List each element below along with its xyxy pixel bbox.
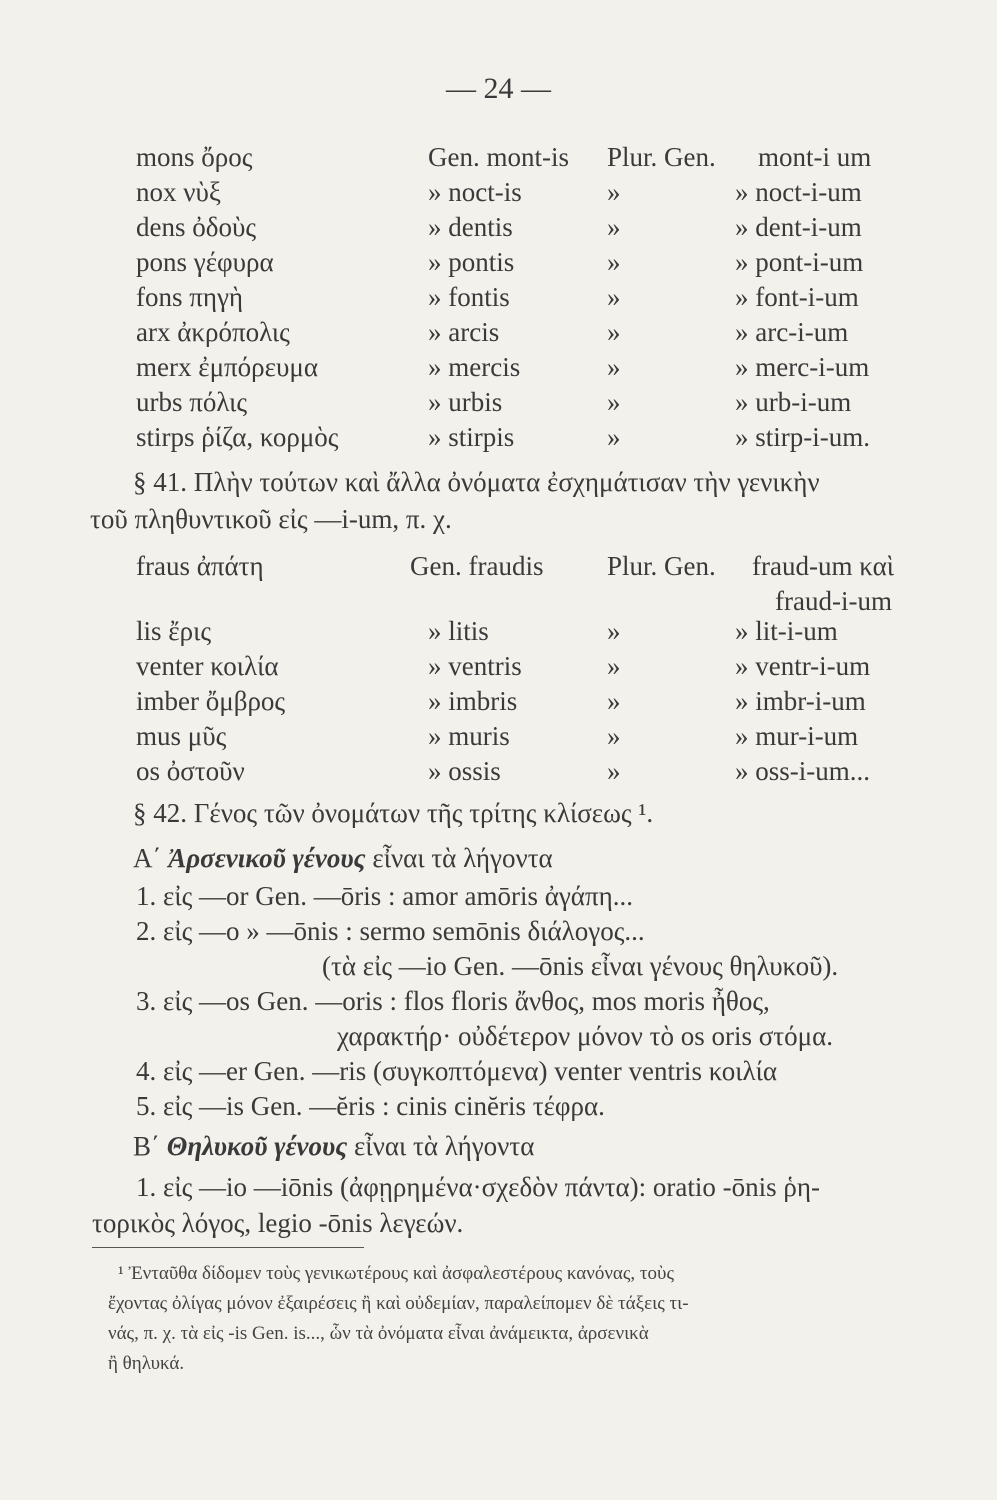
genitive-plural: fraud-um καὶ: [752, 551, 894, 581]
plural-label: »: [607, 422, 621, 452]
genitive-singular: » litis: [428, 616, 489, 646]
masculine-prefix: Α΄: [133, 843, 162, 873]
genitive-singular: » imbris: [428, 686, 518, 716]
rule-note: (τὰ εἰς —io Gen. —ōnis εἶναι γένους θηλυκοῦ).: [322, 951, 839, 981]
genitive-plural: » arc-i-um: [735, 317, 849, 347]
genitive-plural: » noct-i-um: [735, 177, 862, 207]
nominative-word: venter κοιλία: [136, 651, 279, 681]
footnote-line: ¹ Ἐνταῦθα δίδομεν τοὺς γενικωτέρους καὶ ἀσφαλεστέρους κανόνας, τοὺς: [118, 1263, 674, 1284]
plural-label: »: [607, 651, 621, 681]
plural-label: Plur. Gen.: [607, 551, 716, 581]
genitive-singular: » ventris: [428, 651, 522, 681]
genitive-singular: » arcis: [428, 317, 500, 347]
genitive-plural: » stirp-i-um.: [735, 422, 870, 452]
rule-continuation: χαρακτήρ· οὐδέτερον μόνον τὸ os oris στόμα.: [337, 1021, 834, 1051]
rule-item: 4. εἰς —er Gen. —ris (συγκοπτόμενα) venter ventris κοιλία: [136, 1056, 777, 1086]
masculine-heading: [133, 843, 553, 874]
rule-continuation: τορικὸς λόγος, legio -ōnis λεγεών.: [92, 1208, 464, 1238]
genitive-plural: » lit-i-um: [735, 616, 838, 646]
rule-item: 1. εἰς —io —iōnis (ἀφῃρημένα·σχεδὸν πάντα): oratio -ōnis ῥη-: [136, 1172, 820, 1202]
nominative-word: stirps ῥίζα, κορμὸς: [136, 422, 339, 452]
genitive-singular: » muris: [428, 721, 510, 751]
genitive-singular: » urbis: [428, 387, 503, 417]
nominative-word: arx ἀκρόπολις: [136, 317, 290, 347]
section-41-heading: § 41. Πλὴν τούτων καὶ ἄλλα ὀνόματα ἐσχημάτισαν τὴν γενικὴν: [133, 467, 820, 497]
page-number: — 24 —: [446, 72, 551, 105]
nominative-word: lis ἔρις: [136, 616, 212, 646]
nominative-word: urbs πόλις: [136, 387, 248, 417]
plural-label: »: [607, 686, 621, 716]
genitive-singular: » pontis: [428, 247, 515, 277]
genitive-plural: » imbr-i-um: [735, 686, 866, 716]
nominative-word: imber ὄμβρος: [136, 686, 286, 716]
genitive-singular: » dentis: [428, 212, 513, 242]
genitive-singular: » stirpis: [428, 422, 515, 452]
plural-label: Plur. Gen.: [607, 142, 716, 172]
genitive-singular: Gen. mont-is: [428, 142, 569, 172]
genitive-plural: » oss-i-um...: [735, 756, 870, 786]
feminine-heading: [133, 1131, 534, 1162]
section-42-heading: § 42. Γένος τῶν ὀνομάτων τῆς τρίτης κλίσεως ¹.: [133, 798, 654, 828]
plural-label: »: [607, 721, 621, 751]
genitive-plural-alt: fraud-i-um: [775, 586, 892, 616]
genitive-singular: » ossis: [428, 756, 501, 786]
genitive-singular: » noct-is: [428, 177, 522, 207]
nominative-word: mus μῦς: [136, 721, 227, 751]
genitive-plural: » font-i-um: [735, 282, 859, 312]
plural-label: »: [607, 352, 621, 382]
nominative-word: os ὀστοῦν: [136, 756, 245, 786]
nominative-word: pons γέφυρα: [136, 247, 274, 277]
plural-label: »: [607, 756, 621, 786]
rule-item: 2. εἰς —o » —ōnis : sermo semōnis διάλογος...: [136, 916, 645, 946]
nominative-word: fraus ἀπάτη: [136, 551, 264, 581]
rule-item: 5. εἰς —is Gen. —ĕris : cinis cinĕris τέφρα.: [136, 1091, 605, 1121]
nominative-word: fons πηγὴ: [136, 282, 244, 312]
genitive-plural: » ventr-i-um: [735, 651, 871, 681]
nominative-word: mons ὄρος: [136, 142, 253, 172]
masculine-rest: εἶναι τὰ λήγοντα: [372, 843, 553, 873]
nominative-word: dens ὀδοὺς: [136, 212, 257, 242]
genitive-singular: Gen. fraudis: [410, 551, 544, 581]
genitive-singular: » mercis: [428, 352, 521, 382]
footnote-divider: [92, 1247, 364, 1248]
genitive-plural: » mur-i-um: [735, 721, 859, 751]
footnote-line: ἢ θηλυκά.: [108, 1353, 185, 1374]
plural-label: »: [607, 212, 621, 242]
footnote-line: ἔχοντας ὀλίγας μόνον ἐξαιρέσεις ἢ καὶ οὐδεμίαν, παραλείπομεν δὲ τάξεις τι-: [108, 1293, 689, 1314]
plural-label: »: [607, 177, 621, 207]
genitive-plural: mont-i um: [758, 142, 872, 172]
footnote-line: νάς, π. χ. τὰ εἰς -is Gen. is..., ὧν τὰ ὀνόματα εἶναι ἀνάμεικτα, ἀρσενικὰ: [108, 1323, 649, 1344]
rule-item: 1. εἰς —or Gen. —ōris : amor amōris ἀγάπη...: [136, 881, 633, 911]
nominative-word: nox νὺξ: [136, 177, 221, 207]
feminine-prefix: Β΄: [133, 1131, 160, 1161]
section-41-continuation: τοῦ πληθυντικοῦ εἰς —i-um, π. χ.: [90, 504, 452, 534]
feminine-label: Θηλυκοῦ γένους: [166, 1131, 348, 1161]
plural-label: »: [607, 387, 621, 417]
plural-label: »: [607, 616, 621, 646]
genitive-plural: » pont-i-um: [735, 247, 864, 277]
rule-item: 3. εἰς —os Gen. —oris : flos floris ἄνθος, mos moris ἦθος,: [136, 986, 770, 1016]
genitive-plural: » urb-i-um: [735, 387, 852, 417]
plural-label: »: [607, 317, 621, 347]
masculine-label: Ἀρσενικοῦ γένους: [168, 843, 366, 873]
feminine-rest: εἶναι τὰ λήγοντα: [354, 1131, 535, 1161]
nominative-word: merx ἐμπόρευμα: [136, 352, 318, 382]
genitive-plural: » merc-i-um: [735, 352, 870, 382]
plural-label: »: [607, 282, 621, 312]
plural-label: »: [607, 247, 621, 277]
genitive-singular: » fontis: [428, 282, 510, 312]
genitive-plural: » dent-i-um: [735, 212, 862, 242]
